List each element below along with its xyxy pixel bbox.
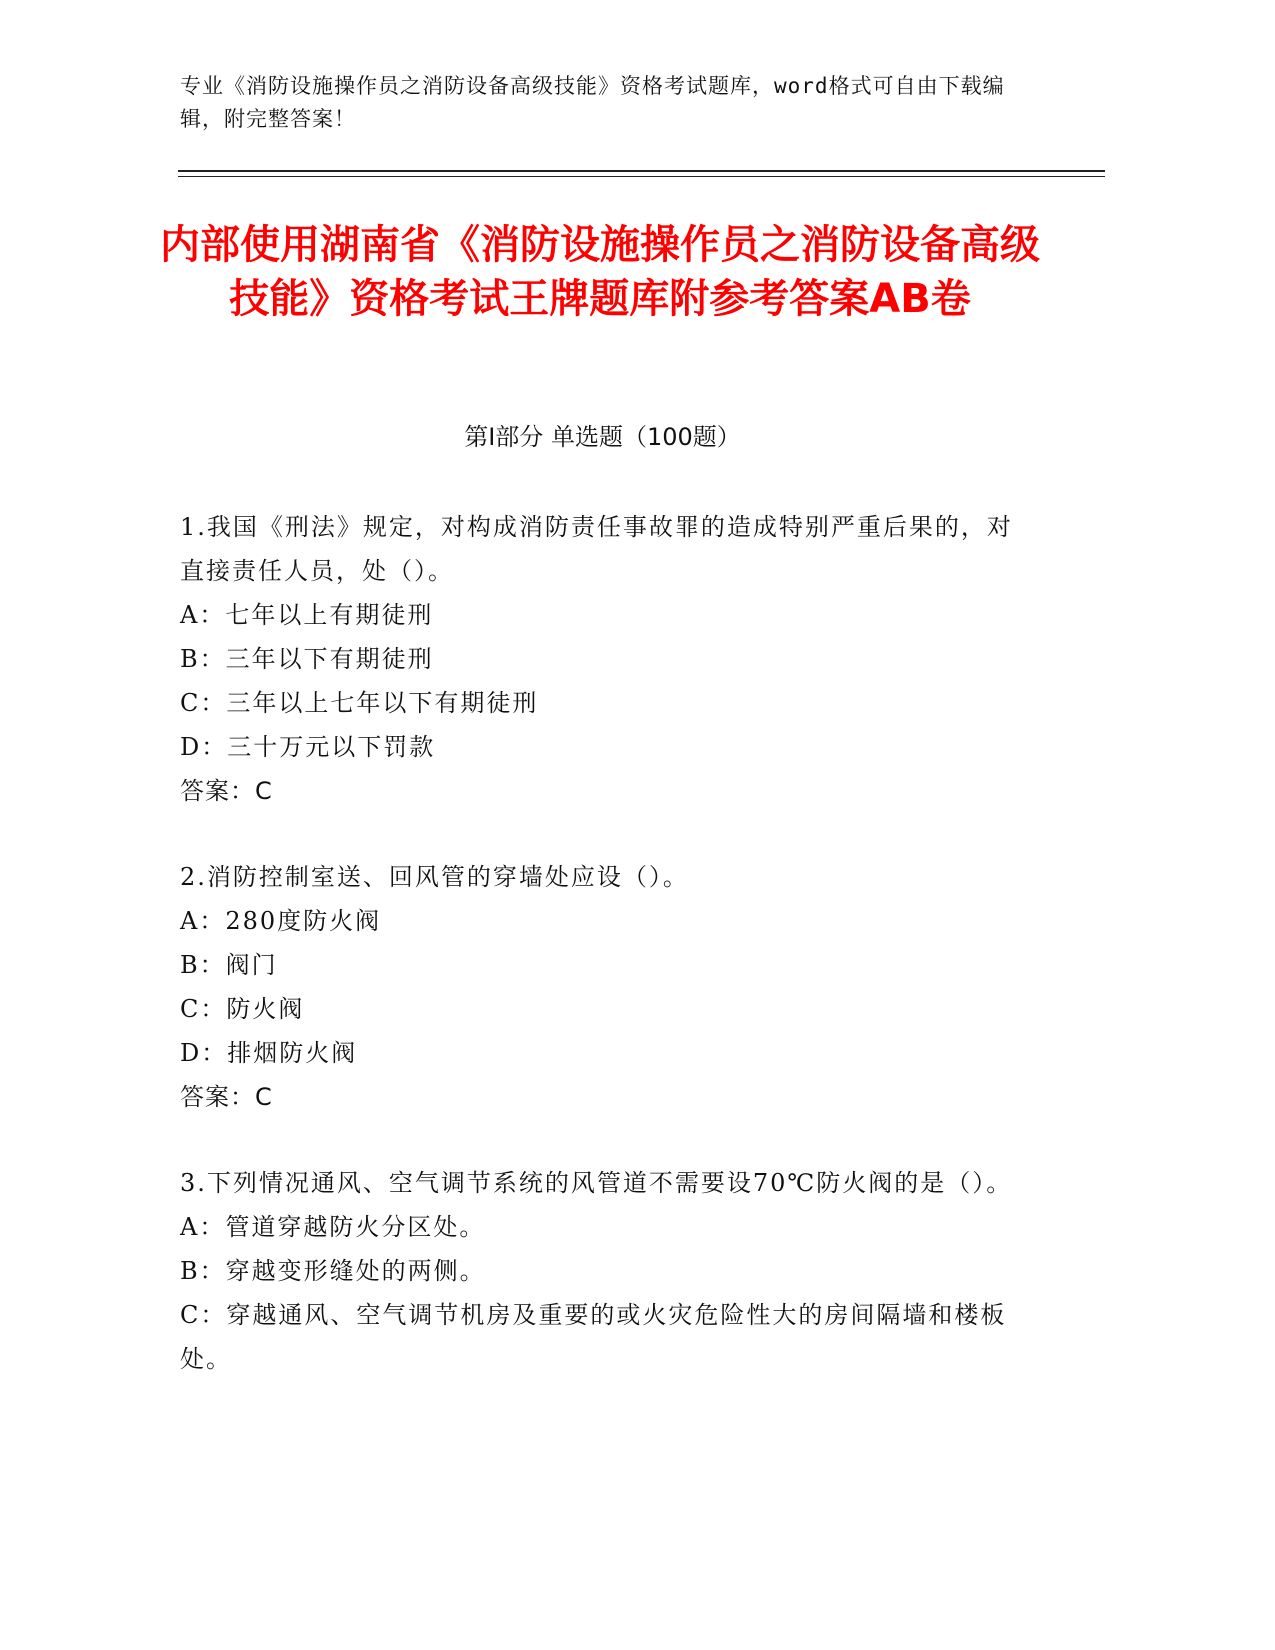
question-stem: 1.我国《刑法》规定，对构成消防责任事故罪的造成特别严重后果的，对直接责任人员，处（）。 [180,513,1013,585]
question-3 [180,1161,1030,1381]
option-a: A：七年以上有期徒刑 [180,601,434,629]
answer-line: 答案：C [180,1083,273,1111]
option-c: C：穿越通风、空气调节机房及重要的或火灾危险性大的房间隔墙和楼板处。 [180,1301,1007,1373]
header-divider [178,170,1105,172]
option-c: C：防火阀 [180,995,305,1023]
option-a: A：管道穿越防火分区处。 [180,1213,486,1241]
question-stem: 3.下列情况通风、空气调节系统的风管道不需要设70℃防火阀的是（）。 [180,1169,1013,1197]
option-c: C：三年以上七年以下有期徒刑 [180,689,539,717]
document-title: 内部使用湖南省《消防设施操作员之消防设备高级技能》资格考试王牌题库附参考答案AB卷 [160,222,1040,322]
section-heading: 第I部分 单选题（100题） [464,423,741,451]
question-stem: 2.消防控制室送、回风管的穿墙处应设（）。 [180,863,689,891]
header-note: 专业《消防设施操作员之消防设备高级技能》资格考试题库，word格式可自由下载编辑，附完整答案！ [180,74,1005,131]
header-divider-thin [178,176,1105,177]
answer-line: 答案：C [180,777,273,805]
option-b: B：穿越变形缝处的两侧。 [180,1257,486,1285]
question-2 [180,855,1030,1119]
question-1 [180,505,1030,813]
option-b: B：三年以下有期徒刑 [180,645,434,673]
option-d: D：三十万元以下罚款 [180,733,436,761]
option-b: B：阀门 [180,951,278,979]
option-a: A：280度防火阀 [180,907,382,935]
question-list [180,505,1030,1423]
option-d: D：排烟防火阀 [180,1039,358,1067]
